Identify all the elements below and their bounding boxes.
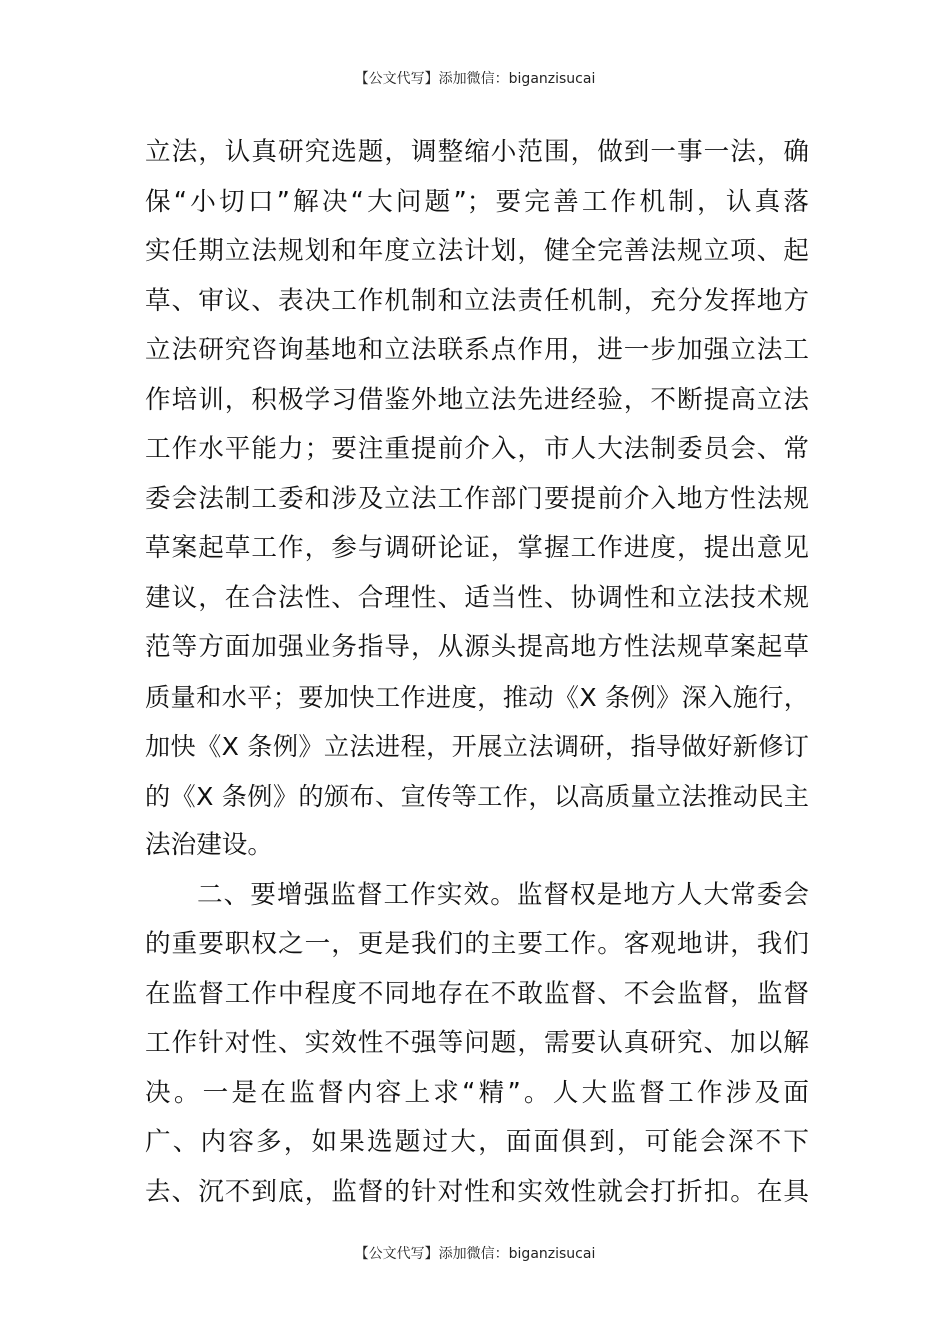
document-body xyxy=(145,128,809,1217)
page-footer: 【公文代写】添加微信：biganzisucai xyxy=(354,1246,596,1262)
text-line: 的《X 条例》的颁布、宣传等工作，以高质量立法推动民主 xyxy=(145,781,809,811)
text-line: 草、审议、表决工作机制和立法责任机制，充分发挥地方 xyxy=(145,285,809,316)
text-line: 范等方面加强业务指导，从源头提高地方性法规草案起草 xyxy=(145,632,809,662)
text-line: 工作水平能力；要注重提前介入，市人大法制委员会、常 xyxy=(145,434,809,464)
text-line: 实任期立法规划和年度立法计划，健全完善法规立项、起 xyxy=(145,236,809,266)
paragraph xyxy=(145,871,809,1218)
paragraph xyxy=(145,128,809,871)
text-line: 法治建设。 xyxy=(145,830,273,860)
page-header: 【公文代写】添加微信：biganzisucai xyxy=(354,71,596,87)
text-line: 去、沉不到底，监督的针对性和实效性就会打折扣。在具 xyxy=(145,1176,809,1207)
text-line: 二、要增强监督工作实效。监督权是地方人大常委会 xyxy=(197,879,809,910)
text-line: 立法研究咨询基地和立法联系点作用，进一步加强立法工 xyxy=(145,335,809,365)
text-line: 加快《X 条例》立法进程，开展立法调研，指导做好新修订 xyxy=(145,732,809,761)
text-line: 草案起草工作，参与调研论证，掌握工作进度，提出意见 xyxy=(145,533,809,563)
text-line: 委会法制工委和涉及立法工作部门要提前介入地方性法规 xyxy=(145,483,809,514)
text-line: 保“小切口”解决“大问题”；要完善工作机制，认真落 xyxy=(145,186,809,217)
text-line: 的重要职权之一，更是我们的主要工作。客观地讲，我们 xyxy=(145,929,809,959)
text-line: 工作针对性、实效性不强等问题，需要认真研究、加以解 xyxy=(145,1028,809,1058)
text-line: 作培训，积极学习借鉴外地立法先进经验，不断提高立法 xyxy=(145,384,809,415)
text-line: 在监督工作中程度不同地存在不敢监督、不会监督，监督 xyxy=(145,978,809,1009)
text-line: 决。一是在监督内容上求“精”。人大监督工作涉及面 xyxy=(145,1077,809,1108)
text-line: 立法，认真研究选题，调整缩小范围，做到一事一法，确 xyxy=(145,137,809,167)
text-line: 建议，在合法性、合理性、适当性、协调性和立法技术规 xyxy=(145,582,809,613)
text-line: 广、内容多，如果选题过大，面面俱到，可能会深不下 xyxy=(145,1127,809,1157)
text-line: 质量和水平；要加快工作进度，推动《X 条例》深入施行， xyxy=(145,682,809,712)
